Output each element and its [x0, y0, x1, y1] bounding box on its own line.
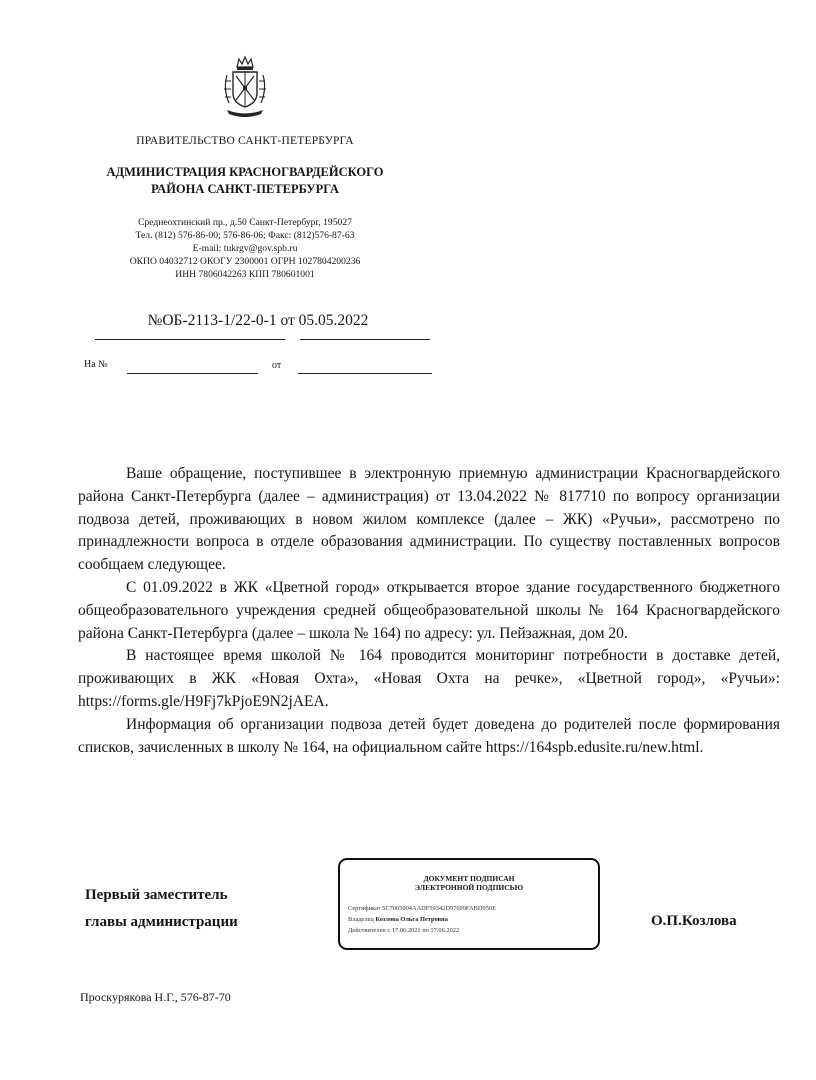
- tax-codes: ИНН 7806042263 КПП 780601001: [175, 269, 315, 280]
- administration-name: [60, 164, 430, 198]
- contact-details: [60, 216, 430, 281]
- government-name: ПРАВИТЕЛЬСТВО САНКТ-ПЕТЕРБУРГА: [136, 135, 354, 147]
- stamp-validity: Действителен с 17.06.2021 по 17.06.2022: [348, 927, 460, 934]
- email: E-mail: tukrgv@gov.spb.ru: [192, 243, 298, 254]
- registration-underline: [95, 339, 285, 340]
- electronic-signature-stamp: [338, 858, 600, 950]
- signer-position: [85, 882, 238, 936]
- reference-number-label: На №: [84, 359, 108, 370]
- administration-name-line1: АДМИНИСТРАЦИЯ КРАСНОГВАРДЕЙСКОГО: [106, 165, 384, 179]
- registration-number: №ОБ-2113-1/22-0-1 от 05.05.2022: [147, 312, 369, 329]
- signer-position-line2: главы администрации: [85, 914, 238, 930]
- stamp-heading-line1: ДОКУМЕНТ ПОДПИСАН: [423, 874, 515, 883]
- stamp-owner-label: Владелец: [348, 916, 376, 923]
- phones: Тел. (812) 576-86-00; 576-86-06; Факс: (812)576-87-63: [135, 230, 355, 241]
- stamp-heading-line2: ЭЛЕКТРОННОЙ ПОДПИСЬЮ: [414, 883, 524, 892]
- registry-codes: ОКПО 04032712 ОКОГУ 2300001 ОГРН 1027804200236: [129, 256, 361, 267]
- body-paragraph-4: Информация об организации подвоза детей будет доведена до родителей после формирования списков, зачисленных в школу № 164, на официальном сайте https://164spb.edusite.ru/new.html.: [78, 715, 780, 756]
- body-paragraph-3: В настоящее время школой № 164 проводится мониторинг потребности в доставке детей, проживающих в ЖК «Новая Охта», «Новая Охта на речке», «Цветной город», «Ручьи»: https://forms.gle/H9Fj7kPjoE9N2jAEA.: [78, 647, 780, 710]
- stamp-certificate: Сертификат 5C7065004AADF59342D97699FABD950E: [348, 905, 496, 912]
- body-paragraph-2: С 01.09.2022 в ЖК «Цветной город» открывается второе здание государственного бюджетного общеобразовательного учреждения средней общеобразовательной школы № 164 Красногвардейского района Санкт-Петербурга (далее – школа № 164) по адресу: ул. Пейзажная, дом 20.: [78, 578, 780, 642]
- signer-name: О.П.Козлова: [651, 913, 737, 929]
- reference-date-blank: [298, 373, 432, 374]
- registration-date-underline: [300, 339, 430, 340]
- reference-number-blank: [127, 373, 258, 374]
- address: Среднеохтинский пр., д.50 Санкт-Петербург, 195027: [138, 217, 352, 228]
- letter-body: [78, 463, 780, 759]
- administration-name-line2: РАЙОНА САНКТ-ПЕТЕРБУРГА: [151, 182, 339, 196]
- executor-contact: Проскурякова Н.Г., 576-87-70: [80, 990, 231, 1004]
- reference-date-label: от: [272, 360, 282, 371]
- stamp-owner: Козлова Ольга Петровна: [375, 916, 448, 923]
- stamp-heading: [340, 874, 598, 892]
- spb-coat-of-arms-icon: [219, 55, 271, 119]
- body-paragraph-1: Ваше обращение, поступившее в электронную приемную администрации Красногвардейского района Санкт-Петербурга (далее – администрация) от 13.04.2022 № 817710 по вопросу организации подвоза детей, проживающих в новом жилом комплексе (далее – ЖК) «Ручьи», рассмотрено по принадлежности вопроса в отделе образования администрации. По существу поставленных вопросов сообщаем следующее.: [78, 465, 780, 574]
- stamp-owner-row: [348, 916, 448, 923]
- signer-position-line1: Первый заместитель: [85, 887, 228, 903]
